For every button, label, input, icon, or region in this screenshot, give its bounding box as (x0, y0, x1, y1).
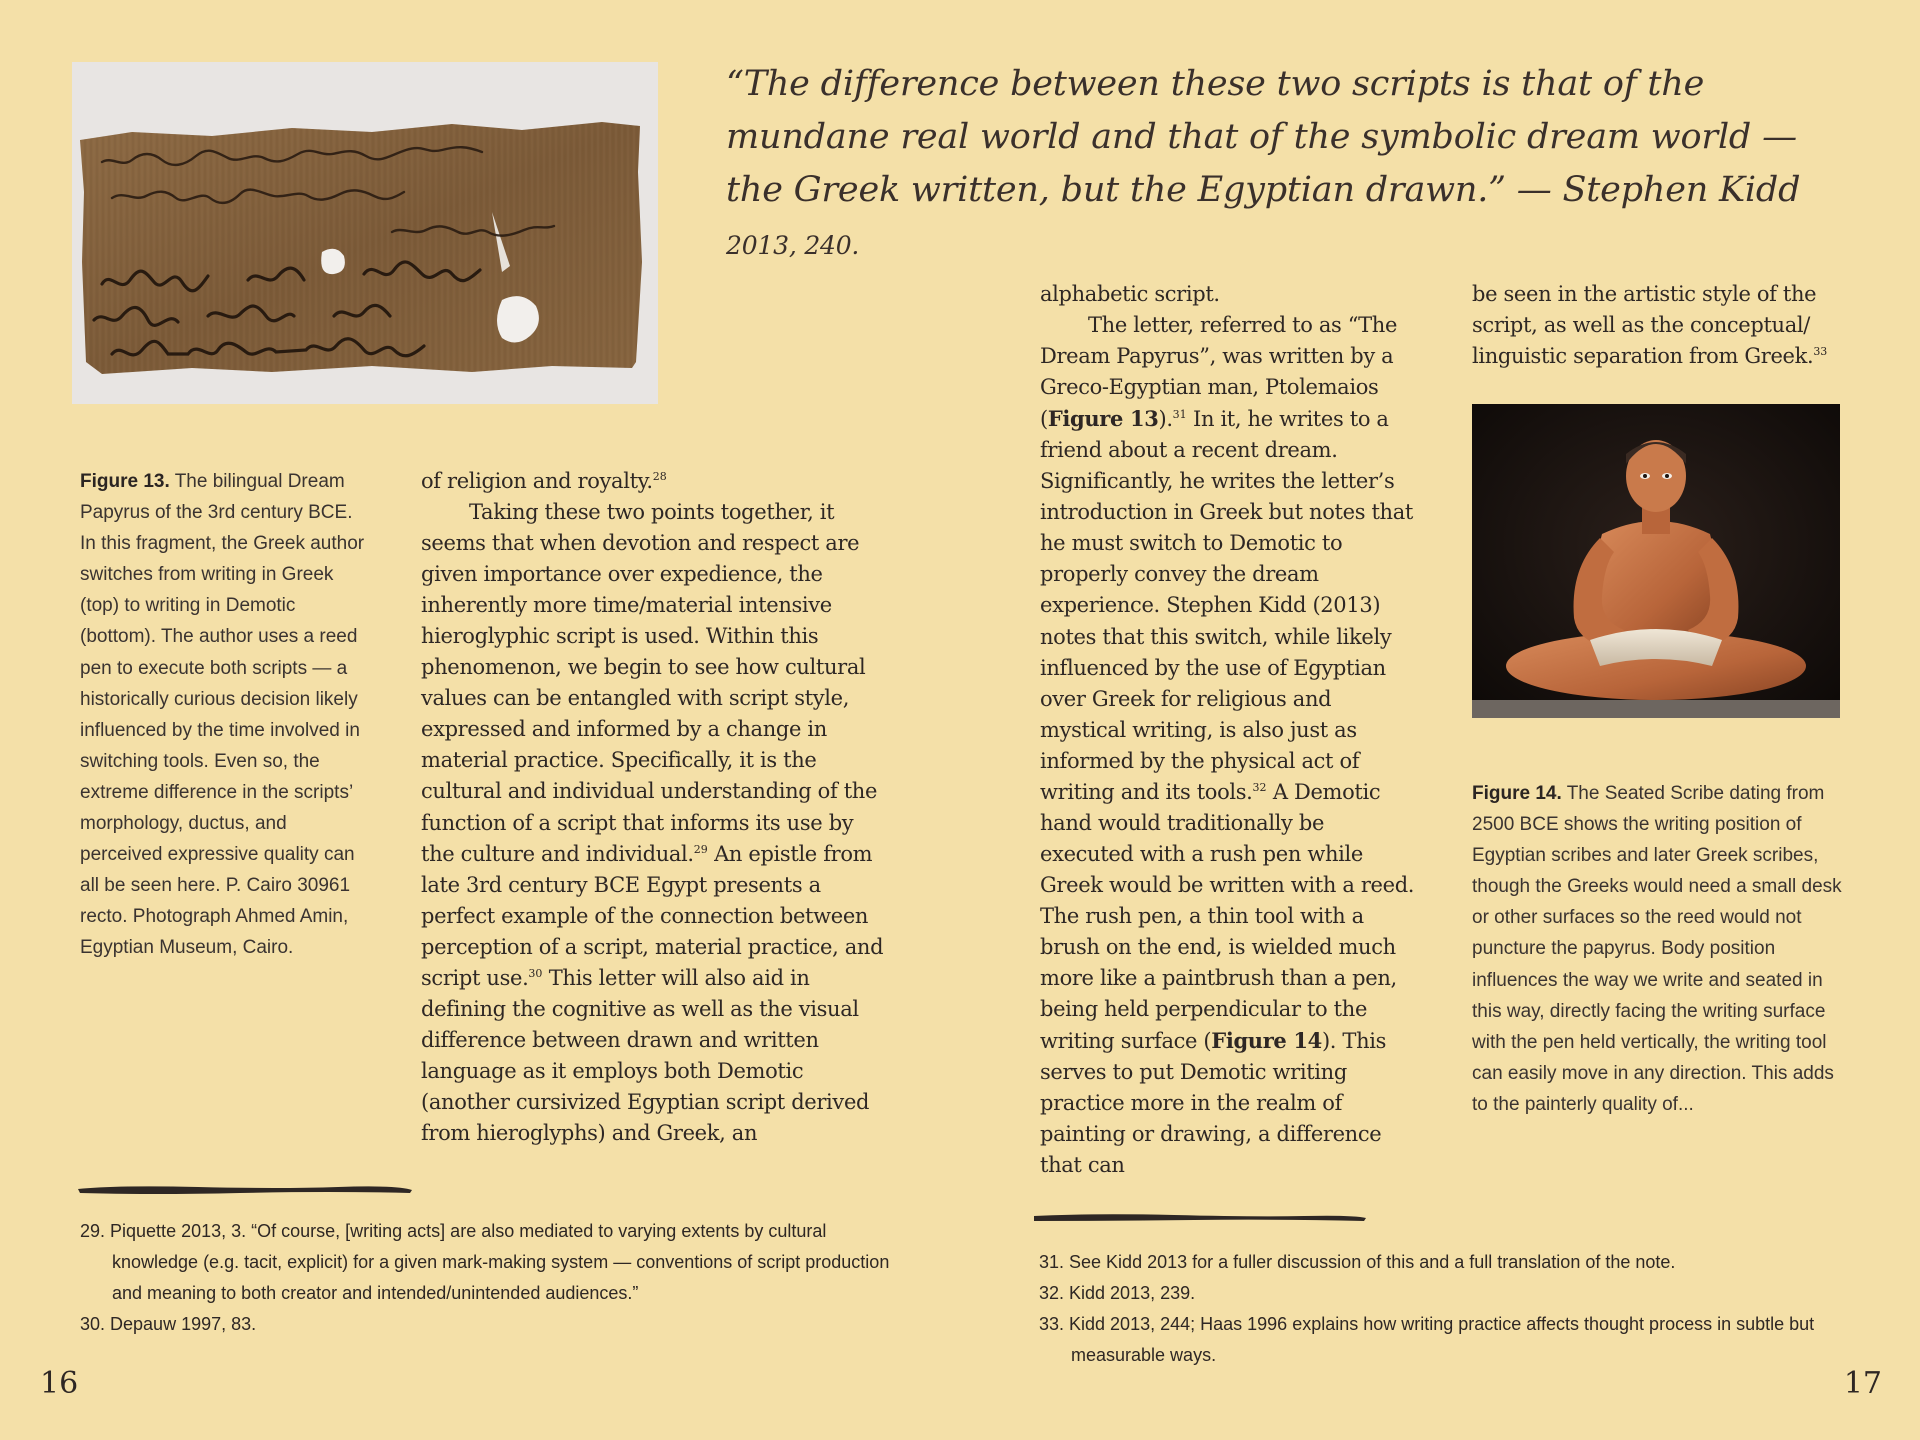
figure-13-caption-text: The bilingual Dream Papyrus of the 3rd century BCE. In this fragment, the Greek author switches from writing in Greek (top) to writing in Demotic (bottom). The author uses a reed pen to execute both scripts — a historically curious decision likely influenced by the time involved in switching tools. Even so, the extreme difference in the scripts’ morphology, ductus, and perceived expressive quality can all be seen here. P. Cairo 30961 recto. Photograph Ahmed Amin, Egyptian Museum, Cairo. (80, 471, 365, 959)
paragraph-religion-royalty: of religion and royalty.$^{28}$ (421, 469, 667, 493)
body-column-left (421, 466, 891, 1149)
figure-14-caption-text: The Seated Scribe dating from 2500 BCE shows the writing position of Egyptian scribes and later Greek scribes, though the Greeks would need a small desk or other surfaces so the reed would not puncture the papyrus. Body position influences the way we write and seated in this way, directly facing the writing surface with the pen held vertically, the writing tool can easily move in any direction. This adds to the painterly quality of... (1472, 783, 1842, 1115)
footnotes-left (80, 1216, 910, 1340)
footnote-ref-30: 30 (528, 966, 543, 980)
footnote-31: 31. See Kidd 2013 for a fuller discussion of this and a full translation of the note. (1039, 1252, 1676, 1272)
footnote-33: 33. Kidd 2013, 244; Haas 1996 explains how writing practice affects thought process in subtle but measurable ways. (1039, 1314, 1815, 1366)
footnote-ref-31: 31 (1172, 408, 1187, 422)
footnote-ref-33: 33 (1813, 345, 1828, 359)
figure-14-reference: Figure 14 (1211, 1028, 1322, 1054)
figure-14-label: Figure 14. (1472, 783, 1562, 804)
figure-13-label: Figure 13. (80, 471, 170, 492)
footnote-30: 30. Depauw 1997, 83. (80, 1314, 257, 1335)
seated-scribe-image (1472, 404, 1840, 718)
pull-quote-citation: 2013, 240. (726, 231, 860, 260)
dream-papyrus-image (72, 62, 658, 404)
body-column-middle (1040, 279, 1420, 1181)
footnote-ref-29: 29 (693, 842, 708, 856)
footnote-ref-28: 28 (652, 470, 667, 483)
footnote-ref-32: 32 (1252, 780, 1267, 794)
footnote-29: 29. Piquette 2013, 3. “Of course, [writing acts] are also mediated to varying extents by cultural knowledge (e.g. tacit, explicit) for a given mark-making system — conventions of script production and meaning to both creator and intended/unintended audiences.” (80, 1221, 890, 1304)
pull-quote-text: “The difference between these two scripts is that of the mundane real world and that of the symbolic dream world — the Greek written, but the Egyptian drawn.” — Stephen Kidd (726, 64, 1801, 210)
paragraph-alphabetic-script: alphabetic script. (1040, 282, 1220, 306)
footnotes-right (1039, 1247, 1859, 1371)
figure-13-reference: Figure 13 (1047, 406, 1159, 432)
paragraph-dream-papyrus: The letter, referred to as “The Dream Papyrus”, was written by a Greco-Egyptian man, Ptolemaios (Figure 13).$^{31}$ In it, he writes to a friend about a recent dream. Significantly, he writes the letter’s introduction in Greek but notes that he must switch to Demotic to properly convey the dream experience. Stephen Kidd (2013) notes that this switch, while likely influenced by the use of Egyptian over Greek for religious and mystical writing, is also just as informed by the physical act of writing and its tools.$^{32}$ A Demotic hand would traditionally be executed with a rush pen while Greek would be written with a reed. The rush pen, a thin tool with a brush on the end, is wielded much more like a paintbrush than a pen, being held perpendicular to the writing surface (Figure 14). This serves to put Demotic writing practice more in the realm of painting or drawing, a difference that can (1040, 313, 1415, 1178)
page-number-left: 16 (40, 1366, 79, 1401)
body-column-right (1472, 279, 1867, 372)
footnote-32: 32. Kidd 2013, 239. (1039, 1283, 1196, 1304)
paragraph-artistic-style: be seen in the artistic style of the script, as well as the conceptual/ linguistic separation from Greek.$^{33}$ (1472, 282, 1828, 369)
paragraph-two-points: Taking these two points together, it seems that when devotion and respect are given importance over expedience, the inherently more time/material intensive hieroglyphic script is used. Within this phenomenon, we begin to see how cultural values can be entangled with script style, expressed and informed by a change in material practice. Specifically, it is the cultural and individual understanding of the function of a script that informs its use by the culture and individual.$^{29}$ An epistle from late 3rd century BCE Egypt presents a perfect example of the connection between perception of a script, material practice, and script use.$^{30}$ This letter will also aid in defining the cognitive as well as the visual difference between drawn and written language as it employs both Demotic (another cursivized Egyptian script derived from hieroglyphs) and Greek, an (421, 500, 884, 1145)
footnote-divider-left (78, 1184, 412, 1194)
figure-14-caption (1472, 778, 1852, 1120)
pull-quote (726, 58, 1856, 272)
figure-13-caption (80, 466, 365, 964)
footnote-divider-right (1034, 1212, 1366, 1222)
page-number-right: 17 (1843, 1366, 1882, 1401)
